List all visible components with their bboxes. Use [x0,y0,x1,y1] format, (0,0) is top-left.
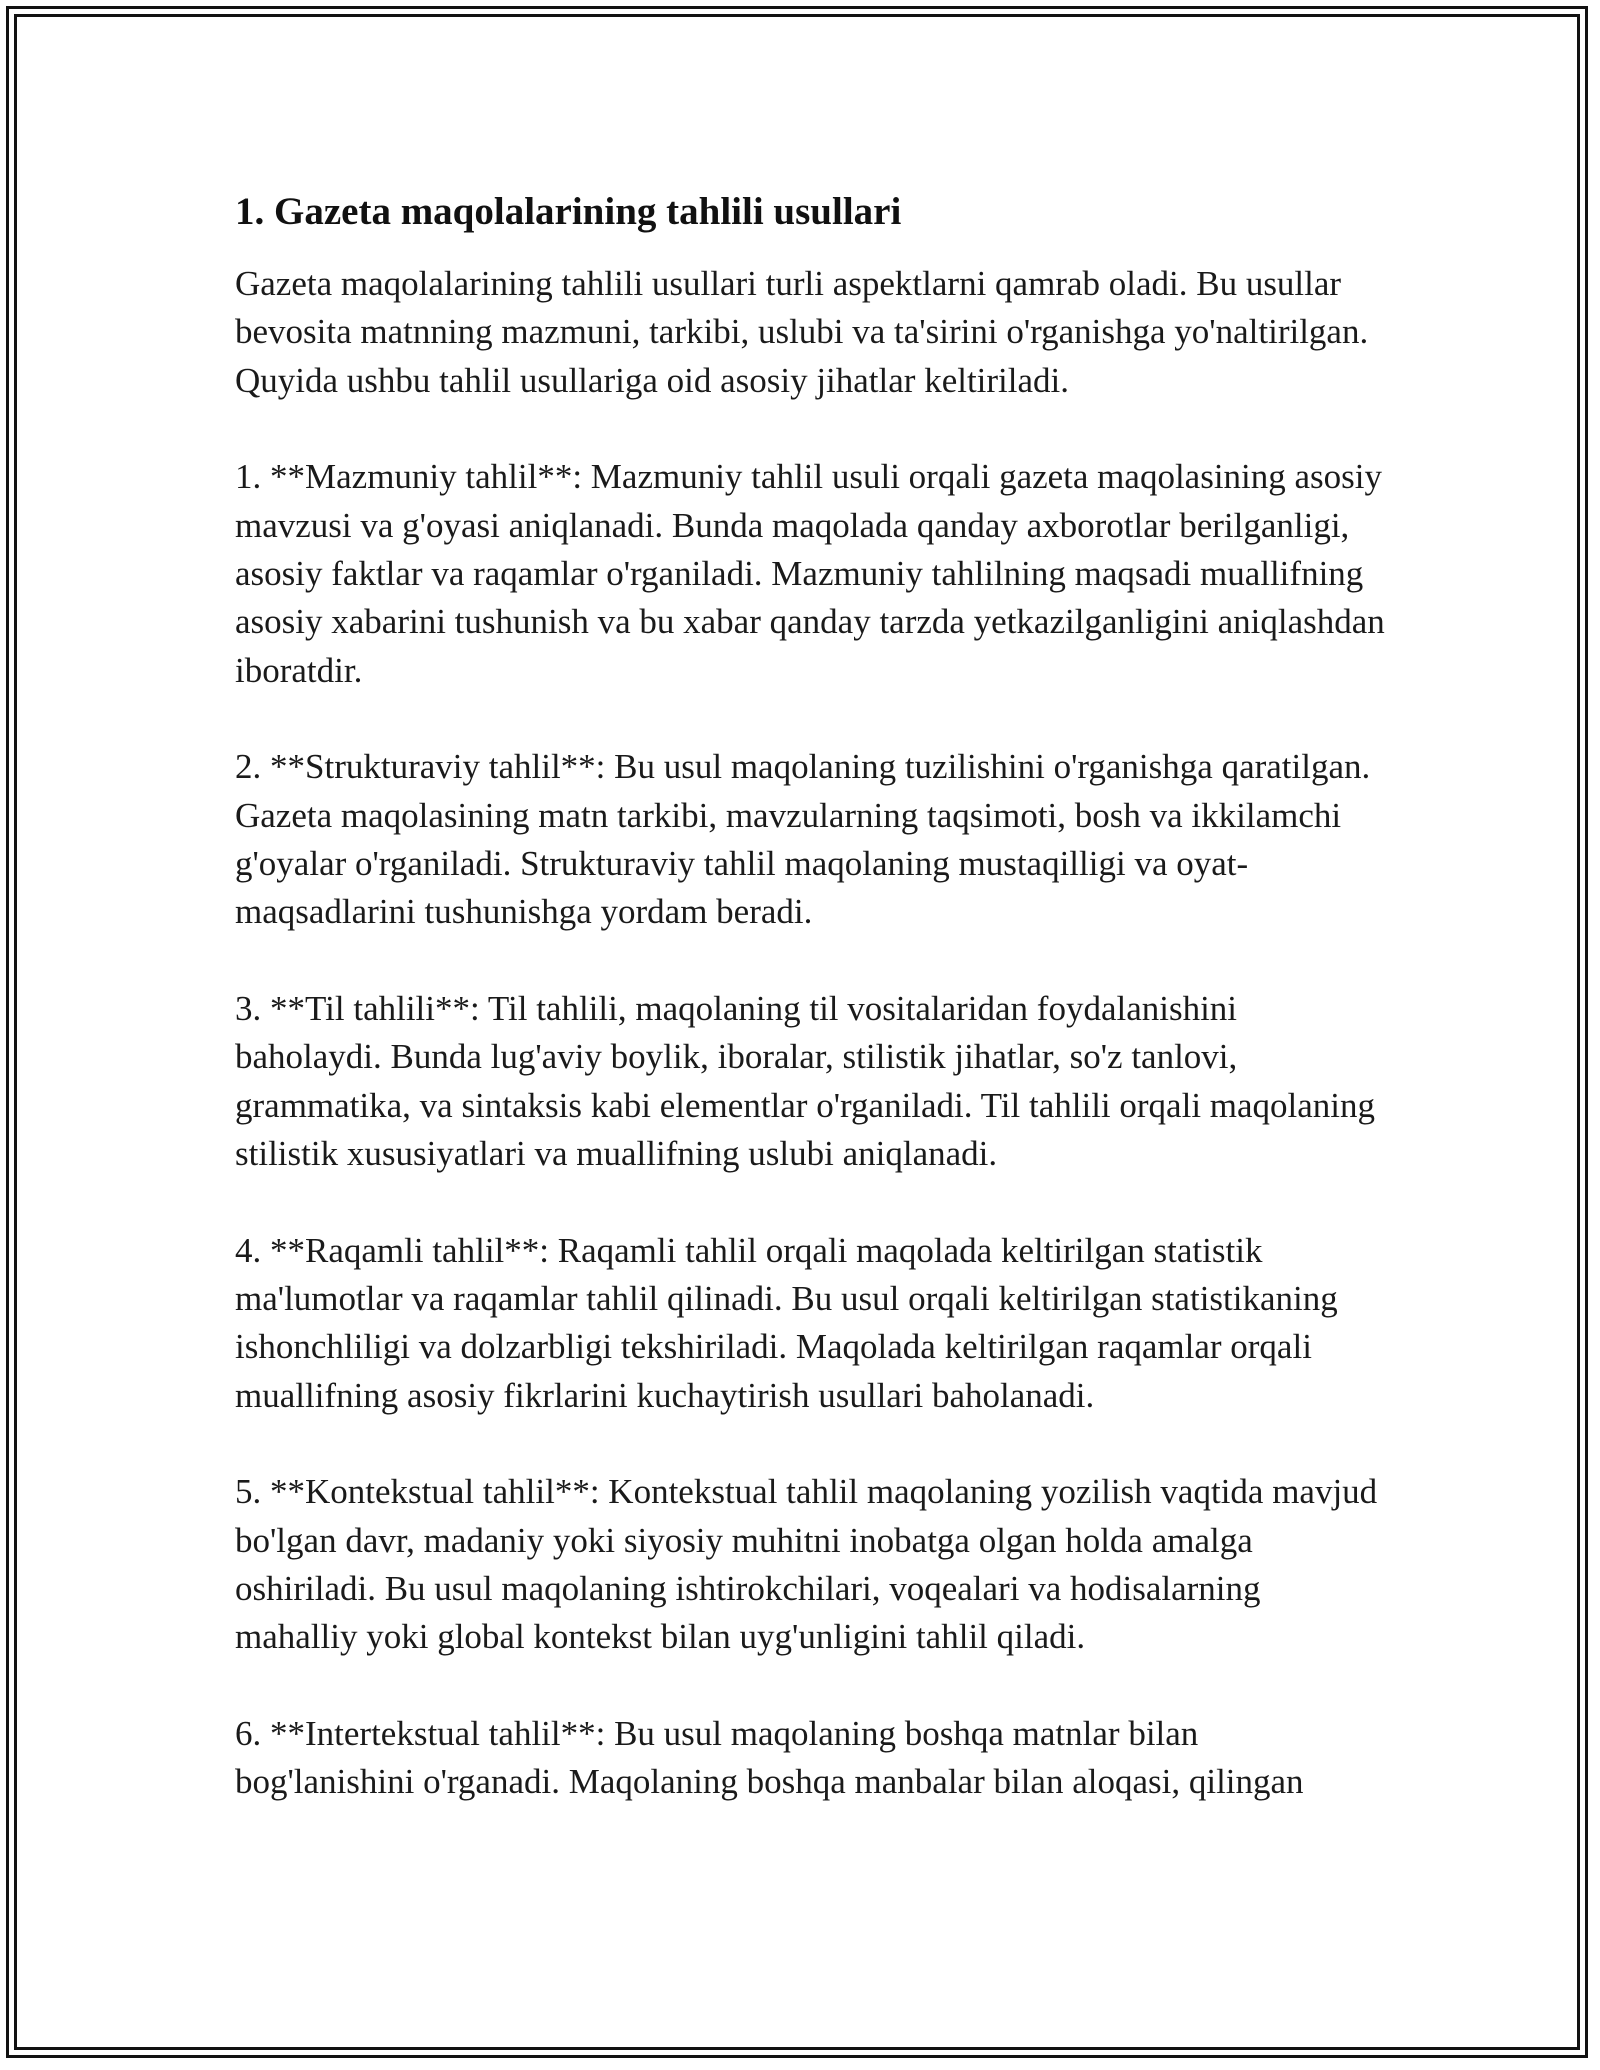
document-body [235,184,1385,1807]
list-item-contextual-analysis: 5. **Kontekstual tahlil**: Kontekstual tahlil maqolaning yozilish vaqtida mavjud bo'lgan davr, madaniy yoki siyosiy muhitni inobatga olgan holda amalga oshiriladi. Bu usul maqolaning ishtirokchilari, voqealari va hodisalarning mahalliy yoki global kontekst bilan uyg'unligini tahlil qiladi. [235,1472,1378,1657]
list-item-content-analysis: 1. **Mazmuniy tahlil**: Mazmuniy tahlil usuli orqali gazeta maqolasining asosiy mavzusi va g'oyasi aniqlanadi. Bunda maqolada qanday axborotlar berilganligi, asosiy faktlar va raqamlar o'rganiladi. Mazmuniy tahlilning maqsadi muallifning asosiy xabarini tushunish va bu xabar qanday tarzda yetkazilganligini aniqlashdan iboratdir. [235,457,1385,690]
list-item-numerical-analysis: 4. **Raqamli tahlil**: Raqamli tahlil orqali maqolada keltirilgan statistik ma'lumotlar va raqamlar tahlil qilinadi. Bu usul orqali keltirilgan statistikaning ishonchliligi va dolzarbligi tekshiriladi. Maqolada keltirilgan raqamlar orqali muallifning asosiy fikrlarini kuchaytirish usullari baholanadi. [235,1230,1338,1415]
list-item-structural-analysis: 2. **Strukturaviy tahlil**: Bu usul maqolaning tuzilishini o'rganishga qaratilgan. Gazeta maqolasining matn tarkibi, mavzularning taqsimoti, bosh va ikkilamchi g'oyalar o'rganiladi. Strukturaviy tahlil maqolaning mustaqilligi va oyat-maqsadlarini tushunishga yordam beradi. [235,747,1371,932]
list-item-language-analysis: 3. **Til tahlili**: Til tahlili, maqolaning til vositalaridan foydalanishini baholaydi. Bunda lug'aviy boylik, iboralar, stilistik jihatlar, so'z tanlovi, grammatika, va sintaksis kabi elementlar o'rganiladi. Til tahlili orqali maqolaning stilistik xususiyatlari va muallifning uslubi aniqlanadi. [235,988,1376,1174]
intro-paragraph: Gazeta maqolalarining tahlili usullari turli aspektlarni qamrab oladi. Bu usullar bevosita matnning mazmuni, tarkibi, uslubi va ta'sirini o'rganishga yo'naltirilgan. Quyida ushbu tahlil usullariga oid asosiy jihatlar keltiriladi. [235,264,1369,400]
list-item-intertextual-analysis: 6. **Intertekstual tahlil**: Bu usul maqolaning boshqa matnlar bilan bog'lanishini o'rganadi. Maqolaning boshqa manbalar bilan aloqasi, qilingan [235,1713,1304,1802]
document-title: 1. Gazeta maqolalarining tahlili usullari [235,190,902,233]
